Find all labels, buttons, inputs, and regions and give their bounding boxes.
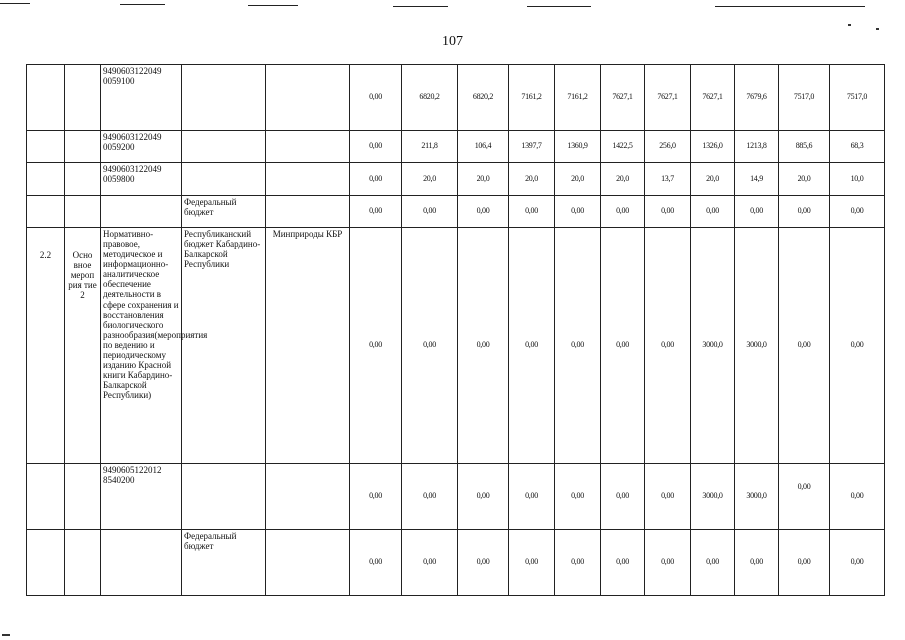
source-cell [182, 131, 266, 163]
value-cell: 20,0 [458, 163, 509, 196]
value-cell: 0,00 [402, 228, 458, 464]
status-cell [65, 464, 101, 530]
executor-cell [266, 131, 350, 163]
funding-source: Республиканский бюджет Кабардино-Балкарской Республики [182, 228, 266, 464]
value-cell: 1360,9 [555, 131, 601, 163]
scan-line [120, 4, 165, 5]
value-cell: 256,0 [645, 131, 691, 163]
value-cell: 6820,2 [402, 65, 458, 131]
value-cell: 3000,0 [691, 464, 735, 530]
value-cell: 68,3 [830, 131, 885, 163]
value-cell: 0,00 [350, 530, 402, 596]
value-cell: 3000,0 [735, 228, 779, 464]
value-cell: 0,00 [645, 196, 691, 228]
item-status: Осно вное мероп рия тие 2 [65, 228, 101, 464]
value-cell: 0,00 [691, 530, 735, 596]
value-cell: 7627,1 [601, 65, 645, 131]
table-row [27, 464, 885, 530]
source-cell [182, 163, 266, 196]
value-cell: 0,00 [509, 196, 555, 228]
page-number: 107 [442, 34, 463, 49]
value-cell: 885,6 [779, 131, 830, 163]
executor-cell [266, 196, 350, 228]
value-cell: 0,00 [555, 464, 601, 530]
value-cell: 1397,7 [509, 131, 555, 163]
funding-source: Федеральный бюджет [182, 530, 266, 596]
value-cell: 20,0 [691, 163, 735, 196]
scan-line [0, 3, 30, 4]
value-cell: 0,00 [645, 530, 691, 596]
value-cell: 3000,0 [735, 464, 779, 530]
value-cell: 20,0 [601, 163, 645, 196]
budget-table [26, 64, 885, 596]
num-cell [27, 464, 65, 530]
num-cell [27, 196, 65, 228]
value-cell: 1213,8 [735, 131, 779, 163]
value-cell: 0,00 [830, 228, 885, 464]
value-cell: 0,00 [645, 464, 691, 530]
value-cell: 3000,0 [691, 228, 735, 464]
value-cell: 7161,2 [509, 65, 555, 131]
value-cell: 0,00 [830, 530, 885, 596]
executor-cell [266, 65, 350, 131]
executor-cell [266, 530, 350, 596]
value-cell: 0,00 [350, 464, 402, 530]
value-cell: 0,00 [555, 530, 601, 596]
scan-line [393, 6, 448, 7]
status-cell [65, 530, 101, 596]
value-cell: 0,00 [645, 228, 691, 464]
value-cell: 6820,2 [458, 65, 509, 131]
status-cell [65, 196, 101, 228]
value-cell: 20,0 [509, 163, 555, 196]
value-cell: 0,00 [735, 196, 779, 228]
value-cell: 0,00 [779, 530, 830, 596]
value-cell [779, 464, 830, 530]
code-cell [101, 196, 182, 228]
status-cell [65, 131, 101, 163]
value-cell: 0,00 [509, 228, 555, 464]
value-cell: 0,00 [350, 163, 402, 196]
item-number: 2.2 [27, 228, 65, 464]
value-cell: 0,00 [458, 228, 509, 464]
value-cell: 0,00 [601, 228, 645, 464]
value-cell: 1326,0 [691, 131, 735, 163]
value-cell: 211,8 [402, 131, 458, 163]
scan-speck [876, 28, 879, 30]
scan-line [715, 6, 865, 7]
value-cell: 14,9 [735, 163, 779, 196]
value-cell: 0,00 [735, 530, 779, 596]
status-cell [65, 65, 101, 131]
value-cell: 0,00 [555, 228, 601, 464]
scan-line [527, 6, 591, 7]
scan-line [248, 5, 298, 6]
status-cell [65, 163, 101, 196]
value-cell: 0,00 [350, 65, 402, 131]
value-cell: 10,0 [830, 163, 885, 196]
value-cell: 106,4 [458, 131, 509, 163]
table-row [27, 530, 885, 596]
value-cell: 7517,0 [830, 65, 885, 131]
value-cell: 0,00 [458, 464, 509, 530]
value-cell: 0,00 [509, 464, 555, 530]
budget-code: 9490603122049 0059200 [101, 131, 182, 163]
code-cell [101, 530, 182, 596]
table-row [27, 65, 885, 131]
extra-value: 0,00 [797, 482, 811, 492]
value-cell: 20,0 [779, 163, 830, 196]
value-cell: 0,00 [779, 196, 830, 228]
num-cell [27, 131, 65, 163]
value-cell: 0,00 [601, 530, 645, 596]
table-row [27, 163, 885, 196]
value-cell: 0,00 [350, 228, 402, 464]
table-row [27, 196, 885, 228]
value-cell: 0,00 [458, 530, 509, 596]
value-cell: 0,00 [402, 464, 458, 530]
funding-source: Федеральный бюджет [182, 196, 266, 228]
value-cell: 7517,0 [779, 65, 830, 131]
value-cell: 0,00 [779, 228, 830, 464]
activity-name: Нормативно-правовое, методическое и информационно-аналитическое обеспечение деятельности в сфере сохранения и восстановления биологического разнообразия(мероприятия по ведению и периодическому изданию Красной книги Кабардино-Балкарской Республики) [101, 228, 182, 464]
value-cell: 7679,6 [735, 65, 779, 131]
num-cell [27, 530, 65, 596]
budget-code: 9490603122049 0059800 [101, 163, 182, 196]
num-cell [27, 65, 65, 131]
value-cell: 1422,5 [601, 131, 645, 163]
value-cell: 13,7 [645, 163, 691, 196]
value-cell: 0,00 [601, 196, 645, 228]
value-cell: 0,00 [402, 530, 458, 596]
budget-code: 9490605122012 8540200 [101, 464, 182, 530]
table-row [27, 131, 885, 163]
value-cell: 7627,1 [691, 65, 735, 131]
value-cell: 0,00 [350, 131, 402, 163]
scan-speck [848, 24, 851, 26]
source-cell [182, 65, 266, 131]
table-row [27, 228, 885, 464]
value-cell: 20,0 [402, 163, 458, 196]
value-cell: 0,00 [350, 196, 402, 228]
source-cell [182, 464, 266, 530]
num-cell [27, 163, 65, 196]
value-cell: 0,00 [458, 196, 509, 228]
executor-cell [266, 163, 350, 196]
budget-code: 9490603122049 0059100 [101, 65, 182, 131]
value-cell: 7161,2 [555, 65, 601, 131]
value-cell: 20,0 [555, 163, 601, 196]
value-cell: 0,00 [555, 196, 601, 228]
value-cell: 0,00 [691, 196, 735, 228]
value-cell: 0,00 [509, 530, 555, 596]
value-cell: 0,00 [830, 464, 885, 530]
value-cell: 0,00 [830, 196, 885, 228]
value-cell: 0,00 [402, 196, 458, 228]
value-cell: 0,00 [601, 464, 645, 530]
executor-cell [266, 464, 350, 530]
executor: Минприроды КБР [266, 228, 350, 464]
value-cell: 7627,1 [645, 65, 691, 131]
scan-speck [2, 634, 10, 636]
